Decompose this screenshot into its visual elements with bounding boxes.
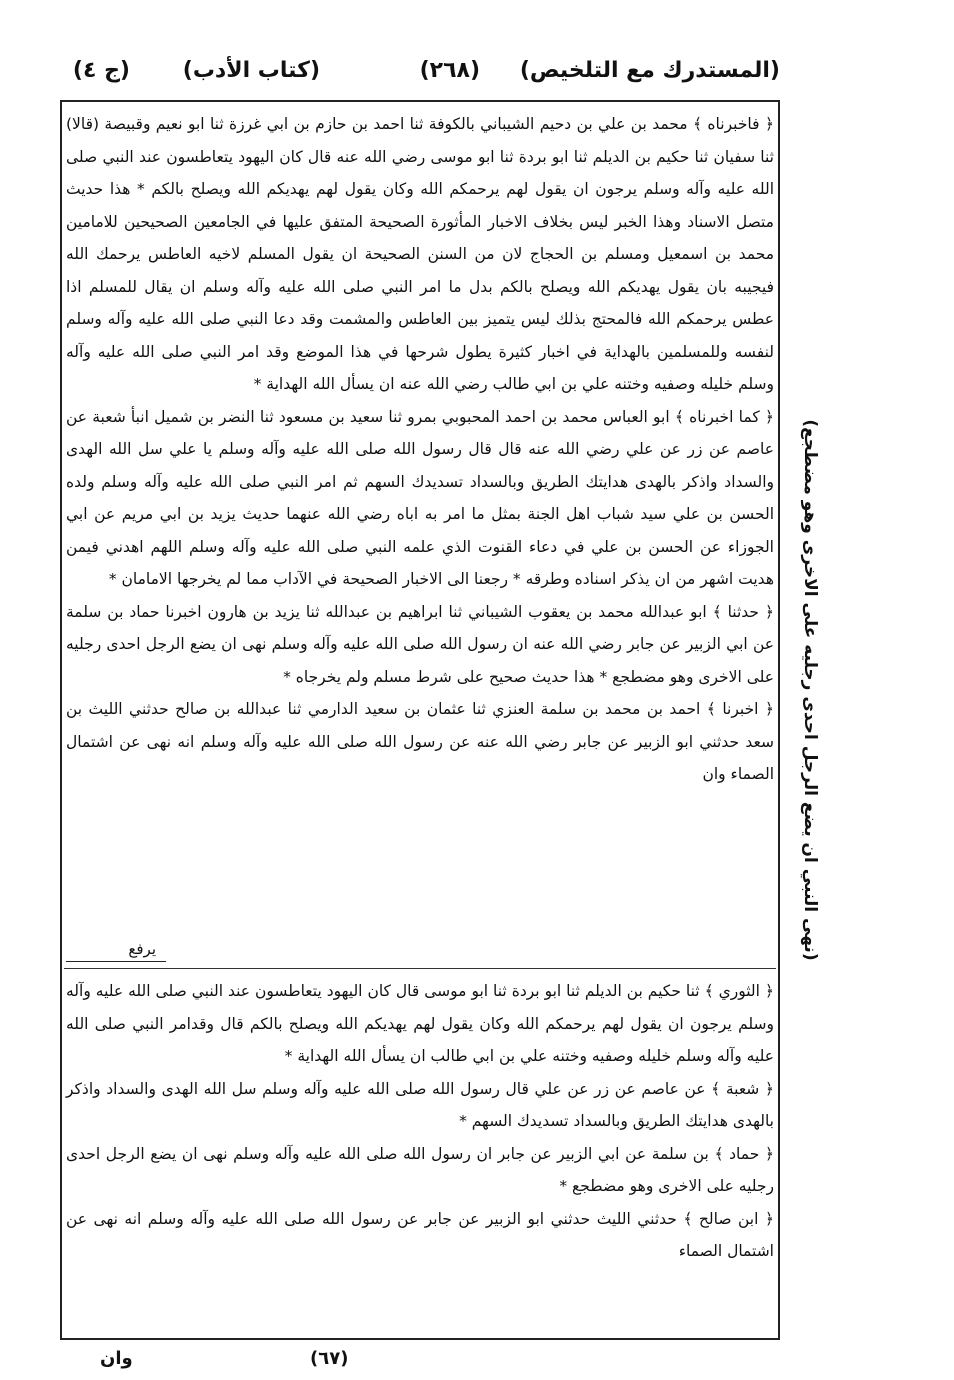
running-title: (المستدرك مع التلخيص) — [519, 58, 780, 83]
main-paragraph: ﴿ حدثنا ﴾ ابو عبدالله محمد بن يعقوب الشيباني ثنا ابراهيم بن عبدالله ثنا يزيد بن هارون اخبرنا حماد بن سلمة عن ابي الزبير عن جابر رضي الله عنه ان رسول الله صلى الله عليه وآله وسلم نهى ان يضع الرجل احدى رجليه على الاخرى وهو مضطجع * هذا حديث صحيح على شرط مسلم ولم يخرجاه * — [66, 602, 774, 686]
footnote-paragraph: ﴿ ابن صالح ﴾ حدثني الليث حدثني ابو الزبير عن جابر عن رسول الله صلى الله عليه وآله وسلم انه نهى عن اشتمال الصماء — [66, 1209, 774, 1260]
footnote-paragraph: ﴿ حماد ﴾ بن سلمة عن ابي الزبير عن جابر ان رسول الله صلى الله عليه وآله وسلم نهى ان يضع الرجل احدى رجليه على الاخرى وهو مضطجع * — [66, 1144, 774, 1195]
margin-note — [790, 330, 830, 1050]
sheet-number: (٦٧) — [310, 1348, 349, 1369]
footnote-paragraph: ﴿ الثوري ﴾ ثنا حكيم بن الديلم ثنا ابو بردة ثنا ابو موسى قال كان اليهود يتعاطسون عند النبي صلى الله عليه وآله وسلم يرجون ان يقول لهم يرحمكم الله وكان يقول لهم يهديكم الله ويصلح بالكم قال وقدامر النبي صلى الله عليه وآله وسلم خليله وصفيه وختنه علي بن ابي طالب ان يسأل الله الهداية * — [66, 982, 774, 1065]
volume-label: (ج ٤) — [72, 58, 130, 83]
footnote-paragraph: ﴿ شعبة ﴾ عن عاصم عن زر عن علي قال رسول الله صلى الله عليه وآله وسلم سل الله الهدى والسداد واذكر بالهدى هدايتك الطريق وبالسداد تسديدك السهم * — [66, 1079, 774, 1130]
main-paragraph: ﴿ اخبرنا ﴾ احمد بن محمد بن سلمة العنزي ثنا عثمان بن سعيد الدارمي ثنا عبدالله بن صالح حدثني الليث بن سعد حدثني ابو الزبير عن جابر رضي الله عنه عن رسول الله صلى الله عليه وآله وسلم انه نهى عن اشتمال الصماء وان — [66, 700, 774, 783]
book-title: (كتاب الأدب) — [182, 58, 320, 83]
separator-label: يرفع — [128, 940, 156, 958]
main-paragraph: ﴿ فاخبرناه ﴾ محمد بن علي بن دحيم الشيباني بالكوفة ثنا احمد بن حازم بن ابي غرزة ثنا ابو نعيم وقبيصة (قالا) ثنا سفيان ثنا حكيم بن الديلم ثنا ابو بردة ثنا ابو موسى رضي الله عنه قال كان اليهود يتعاطسون عند النبي صلى الله عليه وآله وسلم يرجون ان يقول لهم يرحمكم الله وكان يقول لهم يهديكم الله ويصلح بالكم * هذا حديث متصل الاسناد وهذا الخبر ليس بخلاف الاخبار المأثورة الصحيحة المتفق عليها في الجامعين الصحيحين للامامين محمد بن اسمعيل ومسلم بن الحجاج لان من السنن الصحيحة ان يقول المسلم لاخيه العاطس يرحمك الله فيجيبه بان يقول يهديكم الله ويصلح بالكم بدل ما امر النبي صلى الله عليه وآله وسلم ان يقال للمسلم اذا عطس يرحمكم الله فالمحتج بذلك ليس يتميز بين العاطس والمشمت وقد دعا النبي صلى الله عليه وآله وسلم لنفسه وللمسلمين بالهداية في اخبار كثيرة يطول شرحها في هذا الموضع وقد امر النبي صلى الله عليه وآله وسلم خليله وصفيه وختنه علي بن ابي طالب رضي الله عنه ان يسأل الله الهداية * — [66, 115, 774, 393]
page-number: (٢٦٨) — [419, 58, 480, 83]
page-header — [60, 58, 780, 96]
separator-underline — [66, 961, 166, 962]
printer-signature: وان — [100, 1348, 133, 1369]
main-text — [66, 108, 774, 791]
footnote-block — [66, 975, 774, 1268]
section-divider — [64, 968, 776, 969]
margin-note-text: (نهى النبي ان يضع الرجل احدى رجليه على الاخرى وهو مضطجع) — [800, 419, 820, 961]
main-paragraph: ﴿ كما اخبرناه ﴾ ابو العباس محمد بن احمد المحبوبي بمرو ثنا سعيد بن مسعود ثنا النضر بن شميل انبأ شعبة عن عاصم عن زر عن علي رضي الله عنه قال قال رسول الله صلى الله عليه وآله وسلم يا علي سل الله الهدى والسداد واذكر بالهدى هدايتك الطريق وبالسداد تسديدك السهم ثم امر النبي صلى الله عليه وآله وسلم ولده الحسن بن علي سيد شباب اهل الجنة بمثل ما امر به اباه رضي الله عنهما حديث يزيد بن ابي مريم عن ابي الجوزاء عن الحسن بن علي في دعاء القنوت الذي علمه النبي صلى الله عليه وآله وسلم اللهم اهدني فيمن هديت اشهر من ان يذكر اسناده وطرقه * رجعنا الى الاخبار الصحيحة في الآداب مما لم يخرجها الامامان * — [66, 407, 774, 588]
